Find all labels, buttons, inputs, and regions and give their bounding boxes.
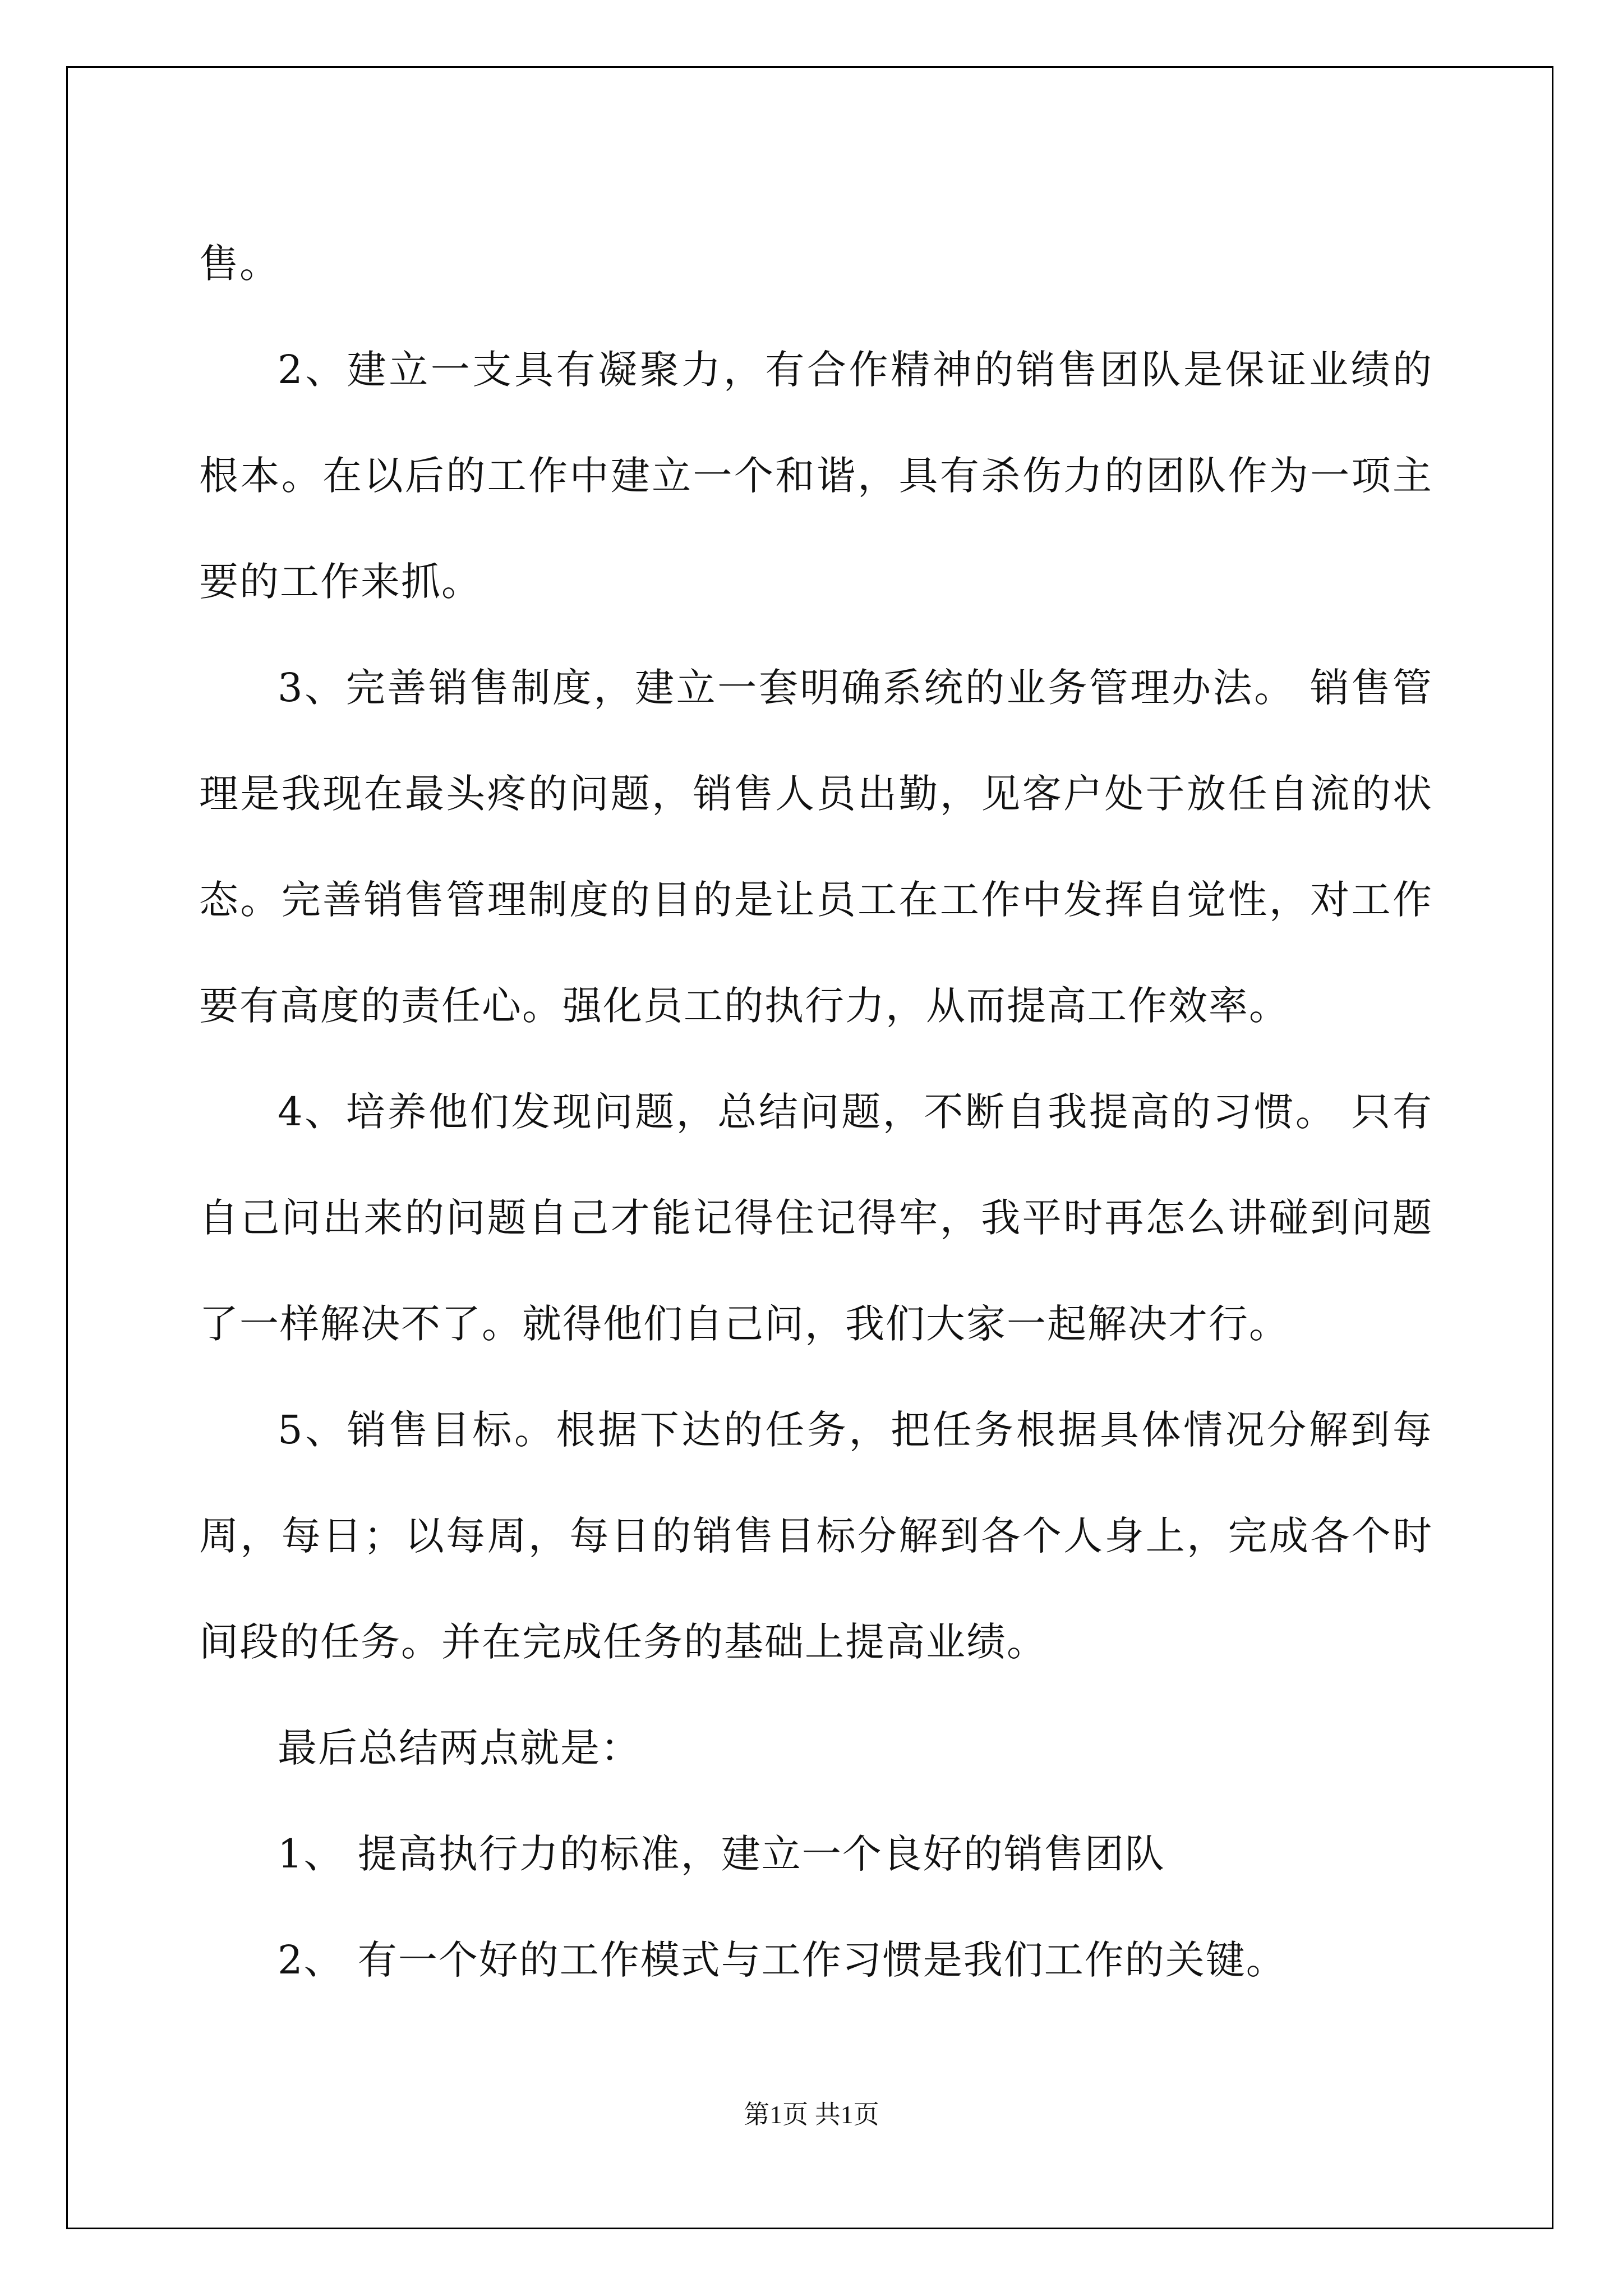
paragraph-summary-heading: 最后总结两点就是： xyxy=(278,1725,641,1771)
page-number-footer: 第1页 共1页 xyxy=(744,2100,879,2129)
paragraph-continuation: 售。 xyxy=(199,241,280,287)
paragraph-item-5: 5、销售目标。根据下达的任务，把任务根据具体情况分解到每周，每日；以每周，每日的销售目标分解到各个人身上，完成各个时间段的任务。并在完成任务的基础上提高业绩。 xyxy=(199,1407,1433,1665)
paragraph-summary-point-1: 1、 提高执行力的标准，建立一个良好的销售团队 xyxy=(278,1831,1165,1877)
paragraph-summary-point-2: 2、 有一个好的工作模式与工作习惯是我们工作的关键。 xyxy=(278,1937,1287,1983)
paragraph-item-3: 3、完善销售制度，建立一套明确系统的业务管理办法。 销售管理是我现在最头疼的问题，销售人员出勤，见客户处于放任自流的状态。完善销售管理制度的目的是让员工在工作中发挥自觉性，对工作要有高度的责任心。强化员工的执行力，从而提高工作效率。 xyxy=(199,665,1433,1029)
paragraph-item-4: 4、培养他们发现问题，总结问题，不断自我提高的习惯。 只有自己问出来的问题自己才能记得住记得牢，我平时再怎么讲碰到问题了一样解决不了。就得他们自己问，我们大家一起解决才行。 xyxy=(199,1089,1433,1347)
paragraph-item-2: 2、建立一支具有凝聚力，有合作精神的销售团队是保证业绩的根本。在以后的工作中建立一个和谐，具有杀伤力的团队作为一项主要的工作来抓。 xyxy=(199,347,1433,605)
document-body xyxy=(199,211,1433,2013)
